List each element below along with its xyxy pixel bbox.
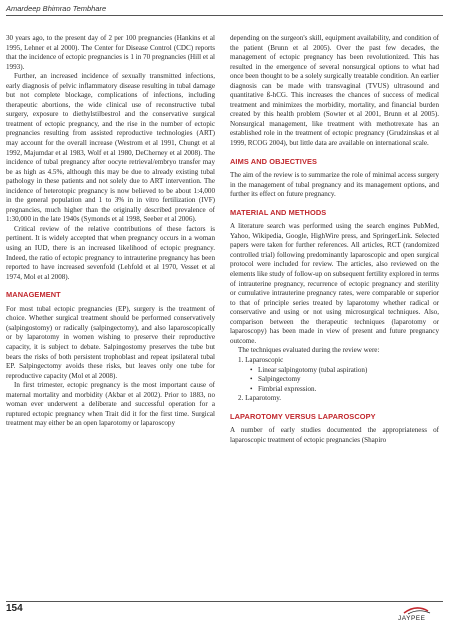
list-item: 1. Laparoscopic xyxy=(238,355,284,364)
paragraph: A number of early studies documented the appropriateness of laparoscopic treatment of ectopic pregnancies (Shapiro xyxy=(230,426,439,444)
list-item: 2. Laparotomy. xyxy=(238,394,282,403)
paragraph: A literature search was performed using the search engines PubMed, Yahoo, Wikipedia, Google, HighWire press, and SpringerLink. Selected papers were taken for further references. All articles, RCT (randomized controlled trial) following predominantly laparoscopic and open surgical protocol were included for review. The articles, also reviewed on the elements like study of follow-up on subsequent fertility explored in terms of intrauterine pregnancy, recurrence of ectopic pregnancy and sterility or cumulative intrauterine pregnancy rates, were comparable or superior to that of principle series treated by laparotomy whether radical or conservative and using or not using microsurgical techniques. Also, comparison between the therapeutic techniques (laparotomy or laparoscopy) has been made in view of present and future pregnancy outcome. xyxy=(230,222,439,345)
list-item: • Fimbrial expression. xyxy=(258,385,439,395)
paragraph: For most tubal ectopic pregnancies (EP), surgery is the treatment of choice. Whether surgical treatment should be performed conservatively (salpingostomy) or radically (salpingectomy), and also laparoscopically or by laparotomy in women wishing to preserve their reproductive capacity, it is subject to debate. Salpingostomy preserves the tube but bears the risks of both persistent trophoblast and repeat ipsilateral tubal EP. Salpingectomy avoids these risks, but leaves only one tube for reproductive capacity (Mol et al 2008). xyxy=(6,304,215,380)
paragraph: Further, an increased incidence of sexually transmitted infections, early diagnosis of pelvic inflammatory disease resulting in tubal damage but not complete blockage, complications of infections, including therapeutic abortions, the wide clinical use of reconstructive tubal surgery, exposure to diethylstilbestrol and the conservative surgical treatment of ectopic pregnancy, and the rise in the number of ectopic pregnancies resulting from assisted reproductive technologies (ART) may account for the overall increase (Westrom et al 1991, Chungt et al 1992, Majumdar et al 1983, Wolf et al 1980, DeCherney et al 2008). The incidence of tubal pregnancy after oocyte retrieval/embryo transfer may be as high as 4.5%, although this may be due to already existing tubal pathology in these patients and not solely due to ART intervention. The incidence of heterotopic pregnancy is now believed to be about 1:4,000 in the general population and 1 to 3% in in vitro fertilization (IVF) pregnancies, much higher than the originally described prevalence of 1:30,000 in the late 1940s (Symonds et al 1998, Seeber et al 2006). xyxy=(6,72,215,224)
paragraph: In first trimester, ectopic pregnancy is the most important cause of maternal mortality and morbidity (Akbar et al 2002). Prior to 1883, no woman ever underwent a deliberate and successful operation for a ruptured ectopic pregnancy when Trait did it for the first time. Surgical treatment may either be an open laparotomy or laparoscopy xyxy=(6,381,215,428)
bullet-list xyxy=(238,366,439,395)
section-heading-aims: AIMS AND OBJECTIVES xyxy=(230,156,318,166)
right-column xyxy=(230,34,439,445)
list-item: • Linear salpingotomy (tubal aspiration) xyxy=(258,366,439,376)
paragraph: depending on the surgeon's skill, equipment availability, and condition of the patient (Brunn et al 2005). Over the past few decades, the management of ectopic pregnancy has been revolutionized. This has resulted in the emergence of several nonsurgical options to what had once been thought to be a solely surgically treatable condition. An earlier diagnosis can be made with transvaginal (TVUS) ultrasound and quantitative ß-hCG. This increases the chances of success of medical treatment and minimizes the morbidity, mortality, and financial burden created by this health problem (Sowter et al 2001, Brunn et al 2005). Nonsurgical management, like treatment with methotrexate has an established role in the treatment of ectopic pregnancy (Grudzinskas et al 1999, RCOG 2004), but little data are available on international scale. xyxy=(230,34,439,148)
section-heading-management: MANAGEMENT xyxy=(6,290,61,300)
technique-list xyxy=(230,356,439,404)
paragraph: The aim of the review is to summarize the role of minimal access surgery in the management of tubal pregnancy and its management options, and further its effect on future pregnancy. xyxy=(230,171,439,199)
left-column xyxy=(6,34,215,429)
author-name: Amardeep Bhimrao Tembhare xyxy=(6,4,107,13)
paragraph: Critical review of the relative contributions of these factors is pertinent. It is widely accepted that when pregnancy occurs in a woman using an IUD, there is an increased likelihood of ectopic pregnancy. Indeed, the ratio of ectopic pregnancy to intrauterine pregnancy has been reported to have increased sevenfold (Lehfold et al 1970, Vesset et al 1974, Mol et al 2008). xyxy=(6,224,215,281)
running-header xyxy=(6,4,443,16)
section-heading-methods: MATERIAL AND METHODS xyxy=(230,207,327,217)
paragraph: The techniques evaluated during the review were: xyxy=(238,346,380,355)
list-item: • Salpingectomy xyxy=(258,375,439,385)
page-number: 154 xyxy=(6,603,23,614)
footer-divider xyxy=(6,601,443,602)
paragraph: 30 years ago, to the present day of 2 per 100 pregnancies (Hankins et al 1995, Lehner et al 2000). The Center for Disease Control (CDC) reports that the incidence of ectopic pregnancies is 1 in 70 pregnancies (Hill et al 1993). xyxy=(6,34,215,71)
section-heading-laparotomy: LAPAROTOMY VERSUS LAPAROSCOPY xyxy=(230,411,376,421)
publisher-name: JAYPEE xyxy=(398,615,426,622)
